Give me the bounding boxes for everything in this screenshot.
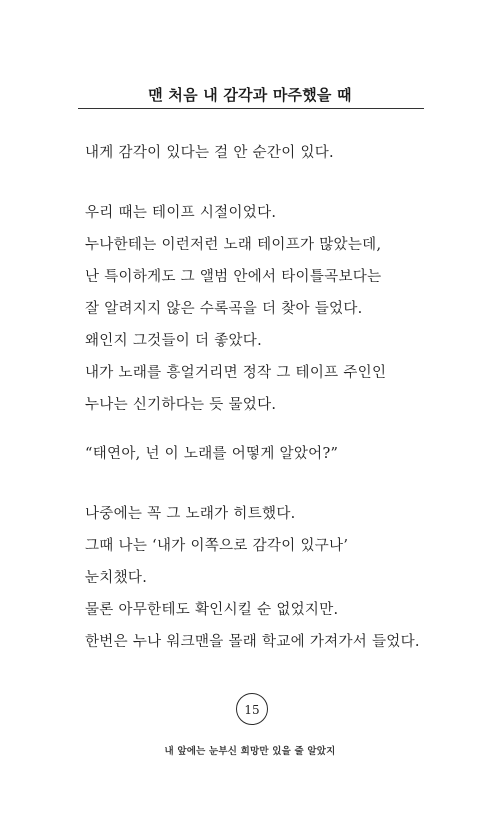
paragraph-line: 난 특이하게도 그 앨범 안에서 타이틀곡보다는 <box>85 269 382 285</box>
paragraph-line: 누나는 신기하다는 듯 물었다. <box>85 397 277 413</box>
paragraph-line: 왜인지 그것들이 더 좋았다. <box>85 333 263 349</box>
paragraph-line: 잘 알려지지 않은 수록곡을 더 찾아 들었다. <box>85 301 363 317</box>
dialogue-line: “태연아, 넌 이 노래를 어떻게 알았어?” <box>85 446 339 462</box>
paragraph-line: 누나한테는 이런저런 노래 테이프가 많았는데, <box>85 237 382 253</box>
paragraph-line: 내게 감각이 있다는 걸 안 순간이 있다. <box>85 145 334 161</box>
paragraph-line: 내가 노래를 흥얼거리면 정작 그 테이프 주인인 <box>85 365 387 381</box>
book-title-footer: 내 앞에는 눈부신 희망만 있을 줄 알았지 <box>164 746 336 757</box>
paragraph-line: 눈치챘다. <box>85 570 148 586</box>
paragraph-line: 물론 아무한테도 확인시킬 순 없었지만. <box>85 602 339 618</box>
paragraph-line: 우리 때는 테이프 시절이었다. <box>85 205 277 221</box>
page-number-badge: 15 <box>236 693 268 725</box>
title-divider <box>78 108 424 109</box>
paragraph-line: 그때 나는 ‘내가 이쪽으로 감각이 있구나’ <box>85 538 349 554</box>
paragraph-line: 한번은 누나 워크맨을 몰래 학교에 가져가서 들었다. <box>85 634 420 650</box>
chapter-title: 맨 처음 내 감각과 마주했을 때 <box>148 86 352 104</box>
paragraph-line: 나중에는 꼭 그 노래가 히트했다. <box>85 506 296 522</box>
